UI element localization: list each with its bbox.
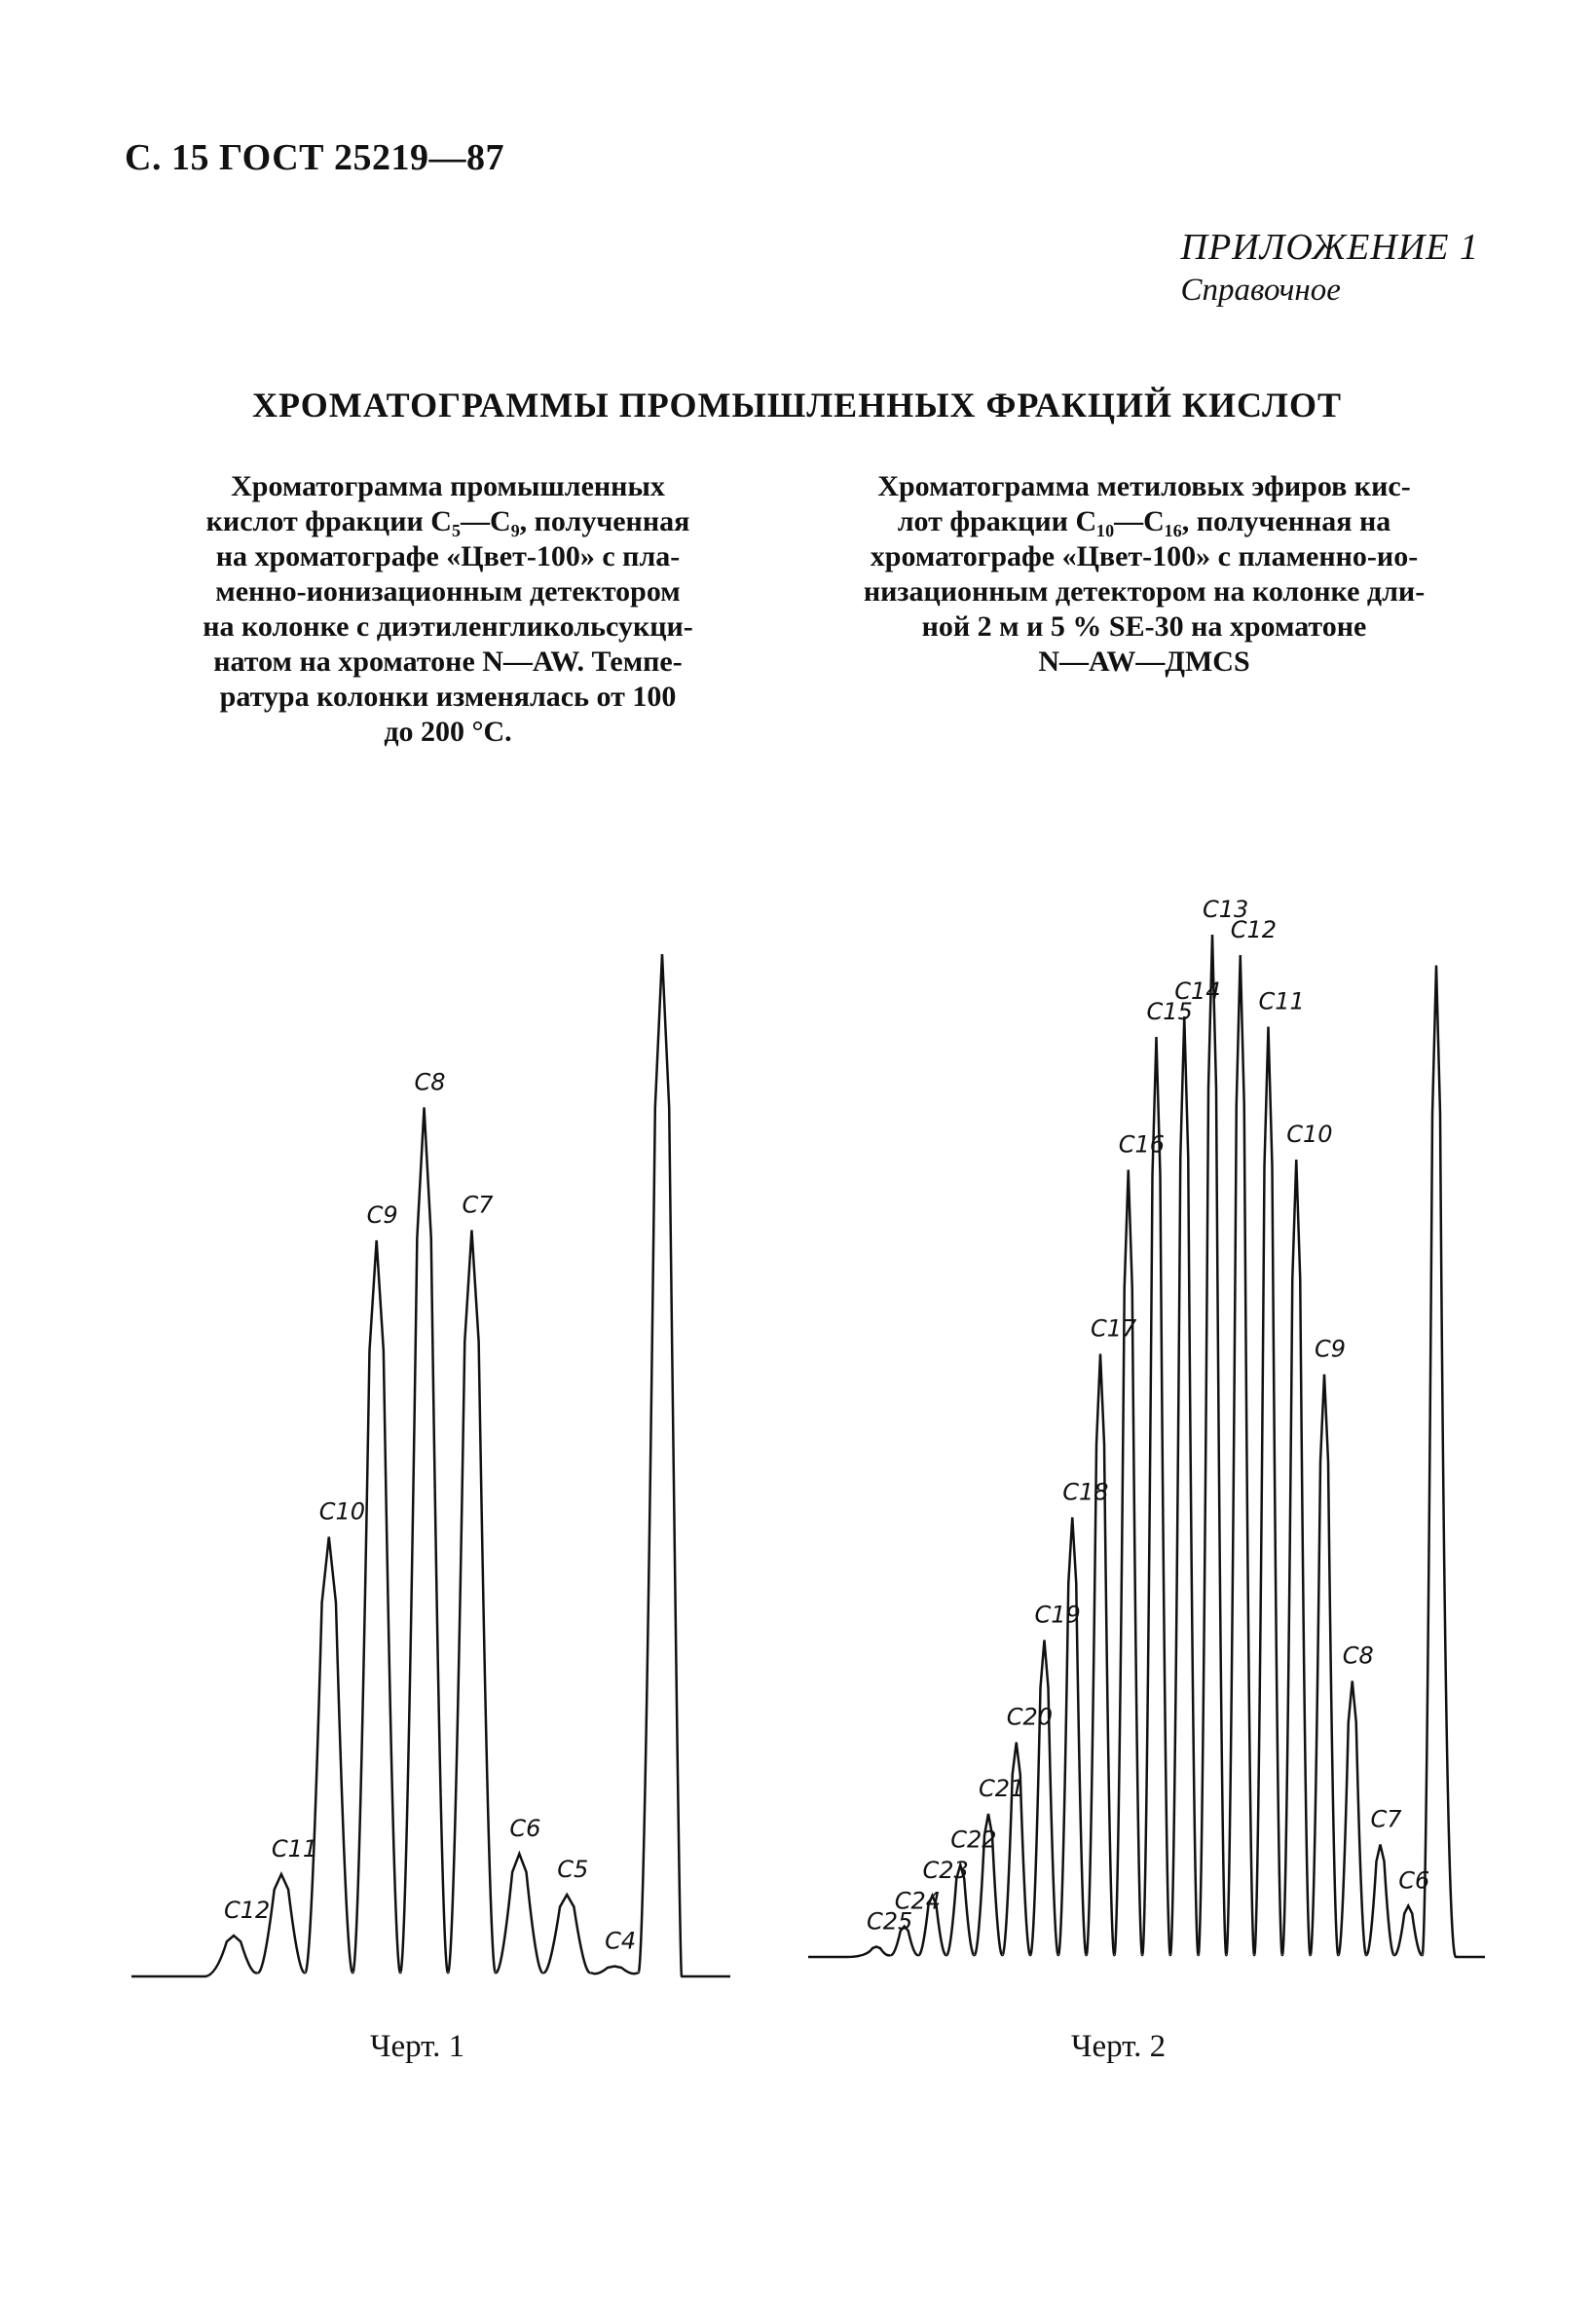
caption-left-line: до 200 °C. [384, 716, 512, 748]
peak-c13 [1199, 935, 1227, 1955]
peak-label: C7 [1370, 1805, 1402, 1833]
caption-right-line: Хроматограмма метиловых эфиров кис- [877, 470, 1411, 502]
peak-c15 [1142, 1037, 1170, 1955]
peak-label: C8 [1342, 1642, 1374, 1670]
peak-c14 [1170, 1016, 1199, 1955]
peak-c11 [1254, 1027, 1282, 1956]
peak-c25 [847, 1947, 890, 1958]
caption-right-line: низационным детектором на колонке дли- [863, 575, 1426, 608]
peak-label: C21 [979, 1775, 1025, 1802]
caption-right-line: N—AW—ДМСS [1038, 646, 1250, 678]
caption-left [146, 469, 750, 750]
peak-c7 [448, 1231, 496, 1974]
peak-solvent [1423, 966, 1456, 1958]
peak-label: C8 [414, 1068, 446, 1096]
peak-label: C9 [366, 1201, 398, 1229]
peak-c10 [1282, 1160, 1311, 1955]
peak-label: C20 [1006, 1703, 1054, 1731]
peak-label: C14 [1174, 978, 1221, 1005]
peak-c17 [1087, 1354, 1115, 1956]
peak-label: C6 [1398, 1866, 1430, 1895]
peak-label: C10 [318, 1497, 366, 1526]
peak-label: C18 [1062, 1478, 1109, 1506]
caption-right-line: лот фракции C₁₀—C₁₆, полученная на [897, 505, 1391, 537]
caption-left-line: ратура колонки изменялась от 100 [219, 681, 677, 713]
main-title: ХРОМАТОГРАММЫ ПРОМЫШЛЕННЫХ ФРАКЦИЙ КИСЛОТ [251, 386, 1342, 424]
peak-label: C9 [1315, 1335, 1347, 1363]
peak-c19 [1030, 1641, 1058, 1956]
peak-label: C15 [1146, 998, 1193, 1025]
peak-c16 [1114, 1170, 1142, 1956]
peak-c10 [305, 1537, 352, 1974]
peak-c6 [496, 1854, 543, 1973]
caption-left-line: Хроматограмма промышленных [231, 470, 665, 502]
caption-left-line: на хроматографе «Цвет-100» с пла- [215, 540, 681, 572]
appendix-title: ПРИЛОЖЕНИЕ 1 [1180, 227, 1479, 268]
peak-label: C23 [922, 1857, 969, 1884]
peak-c8 [1338, 1681, 1366, 1956]
page-header: С. 15 ГОСТ 25219—87 [125, 137, 504, 178]
peak-c9 [352, 1240, 400, 1973]
peak-label: C12 [1230, 916, 1278, 943]
caption-right-line: хроматографе «Цвет-100» с пламенно-ио- [870, 540, 1419, 572]
peak-label: C11 [271, 1835, 318, 1863]
peak-label: C6 [509, 1815, 541, 1842]
peak-c6 [1394, 1906, 1423, 1956]
peak-c5 [543, 1895, 591, 1973]
caption-left-line: кислот фракции C₅—C₉, полученная [205, 505, 690, 537]
peak-c9 [1311, 1375, 1339, 1956]
peak-label: C13 [1203, 896, 1249, 923]
peak-label: C22 [950, 1826, 997, 1854]
peak-label: C17 [1091, 1314, 1137, 1343]
figure-label-2: Черт. 2 [1071, 2029, 1167, 2064]
caption-left-line: натом на хроматоне N—AW. Темпе- [213, 646, 683, 678]
peak-c4 [591, 1967, 639, 1974]
peak-label: C16 [1118, 1130, 1166, 1159]
peak-solvent [639, 954, 682, 1976]
chromatogram-1 [127, 750, 750, 1996]
caption-left-line: на колонке с диэтиленгликольсукци- [203, 610, 693, 643]
caption-right [808, 469, 1480, 680]
figure-label-1: Черт. 1 [370, 2029, 465, 2064]
peak-label: C25 [867, 1907, 913, 1936]
appendix-block [1181, 226, 1479, 309]
peak-label: C11 [1258, 987, 1305, 1015]
peak-c12 [204, 1936, 257, 1976]
peak-label: C24 [894, 1887, 942, 1915]
peak-label: C5 [557, 1856, 589, 1883]
peak-label: C12 [224, 1897, 271, 1924]
peak-c7 [1366, 1845, 1394, 1956]
chromatogram-2 [798, 828, 1500, 1996]
peak-label: C10 [1286, 1121, 1333, 1148]
peak-label: C4 [605, 1927, 637, 1955]
peak-c12 [1226, 955, 1254, 1955]
appendix-subtitle: Справочное [1180, 273, 1341, 308]
peak-c18 [1058, 1518, 1087, 1956]
caption-left-line: менно-ионизационным детектором [215, 575, 681, 608]
caption-right-line: ной 2 м и 5 % SE-30 на хроматоне [921, 610, 1367, 643]
peak-label: C7 [462, 1191, 494, 1219]
peak-label: C19 [1034, 1601, 1081, 1629]
peak-c8 [400, 1108, 448, 1974]
